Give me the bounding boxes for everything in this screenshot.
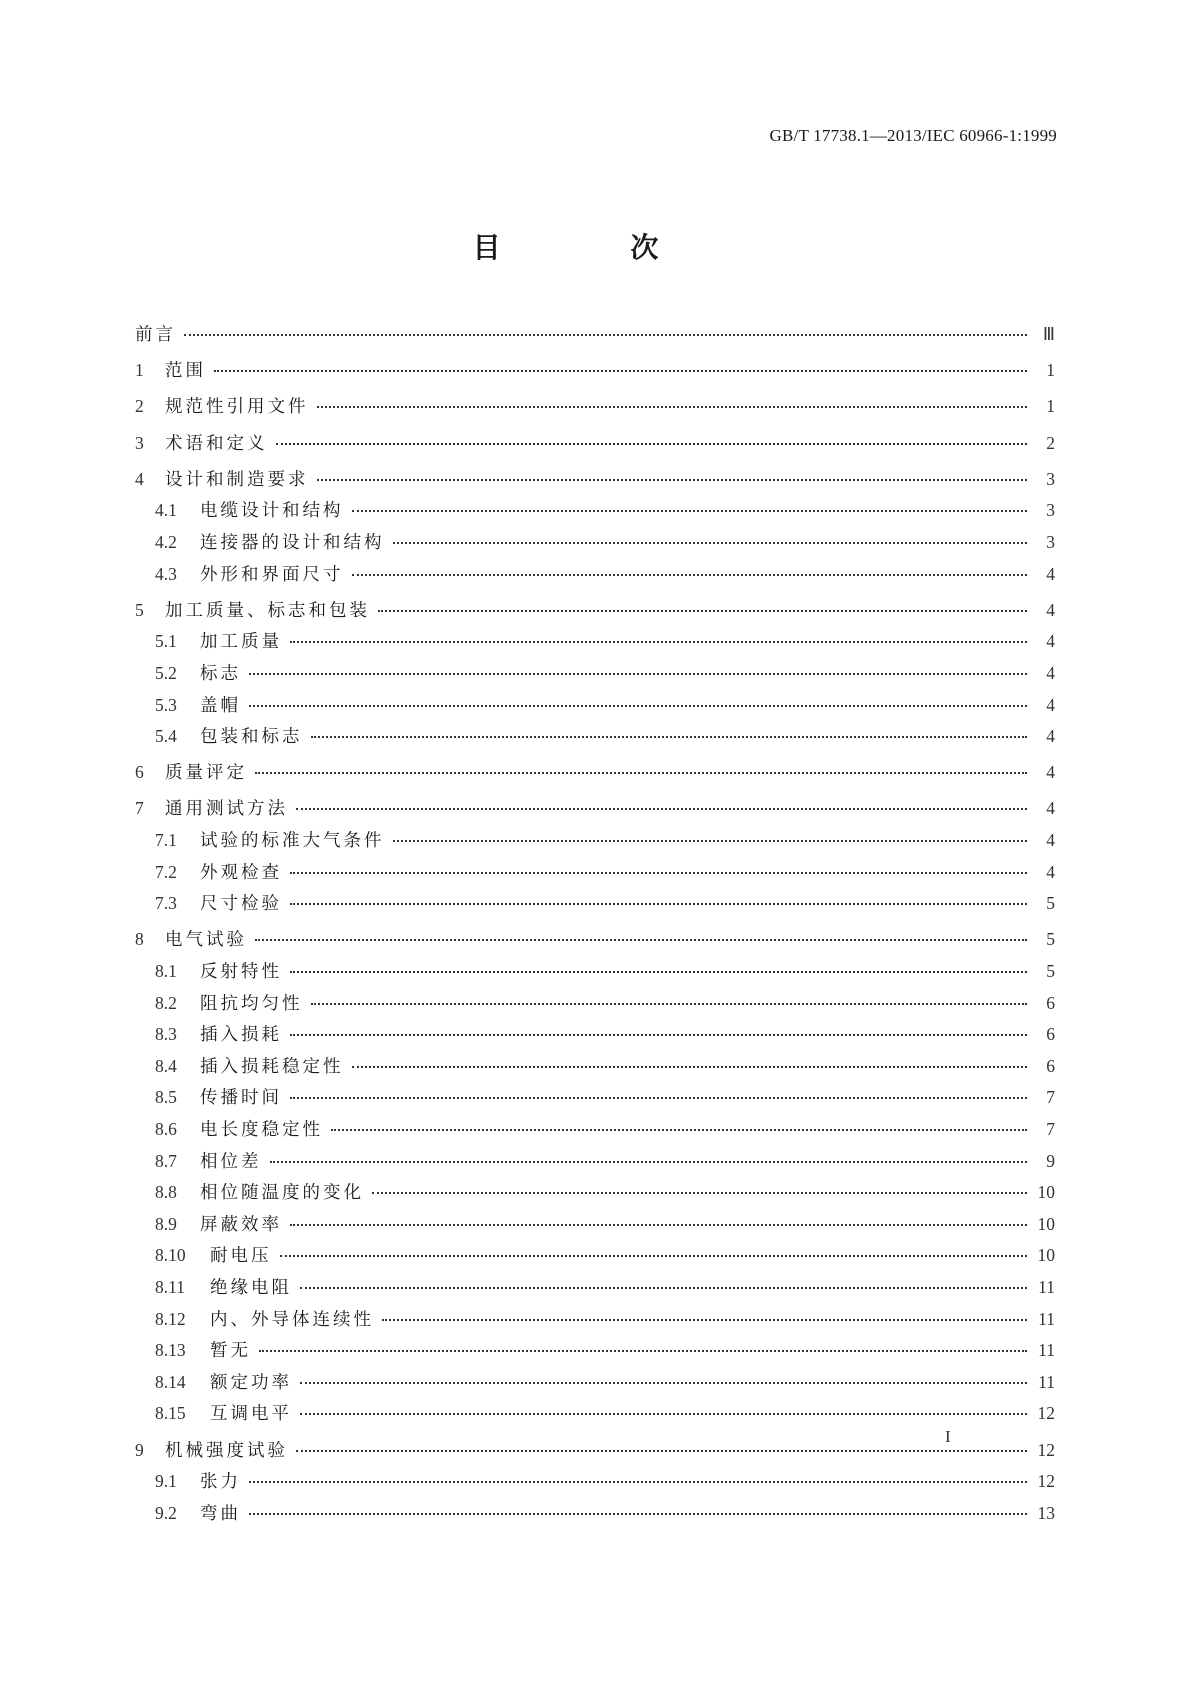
toc-entry-title: 术语和定义 bbox=[165, 433, 268, 454]
toc-dot-leader bbox=[352, 1066, 1028, 1068]
toc-entry[interactable] bbox=[135, 497, 1055, 529]
toc-entry-number: 8.13 bbox=[155, 1340, 186, 1361]
toc-entry[interactable] bbox=[135, 1400, 1055, 1432]
toc-entry-number: 4.1 bbox=[155, 500, 177, 521]
toc-entry-title: 暂无 bbox=[210, 1341, 251, 1362]
toc-entry[interactable] bbox=[135, 321, 1055, 353]
toc-entry-number: 5.2 bbox=[155, 662, 177, 683]
toc-entry-title: 传播时间 bbox=[200, 1088, 282, 1109]
toc-dot-leader bbox=[393, 840, 1028, 842]
toc-entry-title: 外观检查 bbox=[200, 862, 282, 883]
toc-entry-page: 3 bbox=[1046, 468, 1055, 489]
toc-entry-number: 8.15 bbox=[155, 1403, 186, 1424]
toc-dot-leader bbox=[378, 610, 1027, 612]
toc-dot-leader bbox=[296, 808, 1027, 810]
toc-entry-number: 8.4 bbox=[155, 1055, 177, 1076]
toc-entry-number: 2 bbox=[135, 396, 144, 417]
toc-entry-title: 设计和制造要求 bbox=[165, 469, 309, 490]
toc-entry[interactable] bbox=[135, 1369, 1055, 1401]
toc-entry[interactable] bbox=[135, 723, 1055, 755]
toc-entry-title: 相位随温度的变化 bbox=[200, 1183, 364, 1204]
toc-entry-title: 反射特性 bbox=[200, 962, 282, 983]
toc-dot-leader bbox=[352, 510, 1028, 512]
toc-entry-number: 8.3 bbox=[155, 1024, 177, 1045]
toc-dot-leader bbox=[311, 1003, 1028, 1005]
toc-entry[interactable] bbox=[135, 628, 1055, 660]
toc-entry-title: 电长度稳定性 bbox=[200, 1120, 323, 1140]
toc-entry-number: 9.1 bbox=[155, 1471, 177, 1492]
toc-entry-title: 加工质量 bbox=[200, 632, 282, 653]
toc-entry-title: 范围 bbox=[165, 361, 206, 382]
toc-entry-number: 5.1 bbox=[155, 631, 177, 652]
toc-entry-number: 8.11 bbox=[155, 1276, 185, 1297]
toc-entry-page: 12 bbox=[1037, 1403, 1055, 1424]
toc-entry-number: 7.1 bbox=[155, 830, 177, 851]
toc-entry-number: 8.6 bbox=[155, 1119, 177, 1139]
toc-entry[interactable] bbox=[135, 1116, 1055, 1148]
page-number: I bbox=[945, 1427, 951, 1446]
toc-entry-page: 3 bbox=[1046, 531, 1055, 552]
toc-entry-page: 1 bbox=[1046, 396, 1055, 417]
toc-dot-leader bbox=[290, 1224, 1027, 1226]
toc-entry[interactable] bbox=[135, 1148, 1055, 1180]
toc-entry-page: 3 bbox=[1046, 500, 1055, 521]
toc-entry[interactable] bbox=[135, 1468, 1055, 1500]
toc-entry-page: 7 bbox=[1046, 1119, 1055, 1139]
toc-entry[interactable] bbox=[135, 990, 1055, 1022]
toc-entry-title: 屏蔽效率 bbox=[200, 1214, 282, 1235]
toc-entry-page: 11 bbox=[1038, 1340, 1055, 1361]
toc-entry-title: 质量评定 bbox=[165, 763, 247, 784]
toc-entry-page: 4 bbox=[1046, 861, 1055, 882]
toc-entry[interactable] bbox=[135, 859, 1055, 891]
toc-dot-leader bbox=[311, 736, 1028, 738]
toc-entry-page: 4 bbox=[1046, 631, 1055, 652]
toc-entry-page: 4 bbox=[1046, 830, 1055, 851]
toc-dot-leader bbox=[393, 542, 1028, 544]
toc-dot-leader bbox=[300, 1413, 1027, 1415]
toc-entry-title: 通用测试方法 bbox=[165, 799, 288, 820]
toc-dot-leader bbox=[300, 1382, 1027, 1384]
toc-entry-page: 4 bbox=[1046, 599, 1055, 620]
toc-entry-page: 10 bbox=[1037, 1245, 1055, 1266]
toc-entry-number: 7 bbox=[135, 798, 144, 819]
toc-entry[interactable] bbox=[135, 926, 1055, 958]
toc-entry-title: 包装和标志 bbox=[200, 727, 303, 748]
toc-dot-leader bbox=[296, 1450, 1027, 1452]
toc-entry-title: 内、外导体连续性 bbox=[210, 1309, 374, 1330]
toc-entry-title: 相位差 bbox=[200, 1151, 262, 1172]
toc-dot-leader bbox=[290, 903, 1027, 905]
toc-dot-leader bbox=[290, 872, 1027, 874]
standard-code-header bbox=[770, 126, 1057, 146]
toc-entry[interactable] bbox=[135, 1084, 1055, 1116]
toc-entry-title: 机械强度试验 bbox=[165, 1440, 288, 1461]
toc-entry-number: 5.3 bbox=[155, 694, 177, 715]
standard-code: GB/T 17738.1—2013/IEC 60966-1:1999 bbox=[769, 126, 1057, 145]
toc-entry-number: 9.2 bbox=[155, 1502, 177, 1523]
toc-dot-leader bbox=[276, 443, 1028, 445]
toc-entry-number: 9 bbox=[135, 1439, 144, 1460]
toc-dot-leader bbox=[352, 574, 1028, 576]
toc-entry-number: 5.4 bbox=[155, 726, 177, 747]
toc-entry-title: 电气试验 bbox=[165, 930, 247, 951]
toc-entry-title: 插入损耗 bbox=[200, 1025, 282, 1046]
toc-entry[interactable] bbox=[135, 660, 1055, 692]
toc-entry[interactable] bbox=[135, 1437, 1055, 1469]
toc-entry[interactable] bbox=[135, 827, 1055, 859]
toc-entry-title: 连接器的设计和结构 bbox=[200, 532, 385, 553]
toc-dot-leader bbox=[259, 1350, 1027, 1352]
table-of-contents bbox=[135, 321, 1055, 1531]
toc-entry-number: 8.7 bbox=[155, 1150, 177, 1171]
toc-entry-title: 盖帽 bbox=[200, 695, 241, 716]
toc-entry[interactable] bbox=[135, 1021, 1055, 1053]
toc-entry[interactable] bbox=[135, 561, 1055, 593]
toc-entry-number: 8.8 bbox=[155, 1182, 177, 1203]
toc-entry[interactable] bbox=[135, 529, 1055, 561]
toc-entry-page: 9 bbox=[1046, 1150, 1055, 1171]
toc-entry-title: 张力 bbox=[200, 1472, 241, 1493]
toc-entry-page: 6 bbox=[1046, 1055, 1055, 1076]
toc-entry-title: 电缆设计和结构 bbox=[200, 501, 344, 522]
toc-dot-leader bbox=[317, 406, 1028, 408]
toc-entry-number: 5 bbox=[135, 599, 144, 620]
toc-entry-number: 6 bbox=[135, 762, 144, 783]
toc-entry[interactable] bbox=[135, 430, 1055, 462]
toc-entry-page: 6 bbox=[1046, 992, 1055, 1013]
toc-entry[interactable] bbox=[135, 1306, 1055, 1338]
toc-dot-leader bbox=[249, 1513, 1027, 1515]
toc-entry-title: 外形和界面尺寸 bbox=[200, 564, 344, 585]
toc-dot-leader bbox=[300, 1287, 1027, 1289]
toc-entry-number: 8.2 bbox=[155, 992, 177, 1013]
toc-entry-page: 11 bbox=[1038, 1308, 1055, 1329]
toc-entry-page: 10 bbox=[1037, 1182, 1055, 1203]
toc-entry-number: 8.5 bbox=[155, 1087, 177, 1108]
toc-entry[interactable] bbox=[135, 692, 1055, 724]
toc-dot-leader bbox=[255, 772, 1027, 774]
toc-entry-page: 11 bbox=[1038, 1276, 1055, 1297]
toc-entry-page: 4 bbox=[1046, 726, 1055, 747]
toc-entry[interactable] bbox=[135, 795, 1055, 827]
toc-entry-page: 10 bbox=[1037, 1213, 1055, 1234]
toc-entry-page: 13 bbox=[1037, 1502, 1055, 1523]
toc-entry[interactable] bbox=[135, 890, 1055, 922]
toc-entry[interactable] bbox=[135, 393, 1055, 425]
toc-entry-title: 阻抗均匀性 bbox=[200, 993, 303, 1014]
toc-entry-number: 7.3 bbox=[155, 893, 177, 914]
toc-entry-page: 6 bbox=[1046, 1024, 1055, 1045]
toc-entry[interactable] bbox=[135, 1274, 1055, 1306]
toc-entry-page: 12 bbox=[1037, 1471, 1055, 1492]
toc-dot-leader bbox=[184, 334, 1027, 336]
toc-entry[interactable] bbox=[135, 1337, 1055, 1369]
toc-entry-page: 7 bbox=[1046, 1087, 1055, 1108]
toc-entry-number: 8.14 bbox=[155, 1371, 186, 1392]
toc-entry[interactable] bbox=[135, 597, 1055, 629]
toc-dot-leader bbox=[372, 1192, 1027, 1194]
toc-dot-leader bbox=[331, 1129, 1027, 1131]
toc-entry-title: 弯曲 bbox=[200, 1503, 241, 1524]
toc-entry[interactable] bbox=[135, 759, 1055, 791]
toc-entry-page: 12 bbox=[1037, 1439, 1055, 1460]
toc-entry-number: 8.10 bbox=[155, 1245, 186, 1266]
toc-entry-number: 4 bbox=[135, 468, 144, 489]
toc-entry-page: 4 bbox=[1046, 762, 1055, 783]
toc-entry-number: 4.2 bbox=[155, 531, 177, 552]
toc-dot-leader bbox=[290, 1097, 1027, 1099]
toc-entry[interactable] bbox=[135, 1500, 1055, 1532]
toc-dot-leader bbox=[255, 939, 1027, 941]
toc-entry-page: 4 bbox=[1046, 563, 1055, 584]
toc-entry-page: 5 bbox=[1046, 893, 1055, 914]
toc-entry-page: 11 bbox=[1038, 1371, 1055, 1392]
toc-entry-title: 额定功率 bbox=[210, 1372, 292, 1393]
toc-dot-leader bbox=[290, 641, 1027, 643]
toc-entry-page: 2 bbox=[1046, 432, 1055, 453]
toc-entry-number: 8.1 bbox=[155, 961, 177, 982]
toc-dot-leader bbox=[317, 479, 1028, 481]
toc-entry[interactable] bbox=[135, 1211, 1055, 1243]
toc-entry-number: 7.2 bbox=[155, 861, 177, 882]
toc-dot-leader bbox=[249, 673, 1027, 675]
toc-entry[interactable] bbox=[135, 1179, 1055, 1211]
page-title: 目 次 bbox=[472, 231, 719, 264]
toc-entry-title: 绝缘电阻 bbox=[210, 1277, 292, 1298]
toc-entry-title: 标志 bbox=[200, 663, 241, 684]
toc-entry-page: 1 bbox=[1046, 360, 1055, 381]
toc-entry-page: 4 bbox=[1046, 694, 1055, 715]
toc-entry-page: 4 bbox=[1046, 798, 1055, 819]
toc-entry-page: Ⅲ bbox=[1042, 324, 1055, 344]
toc-entry[interactable] bbox=[135, 1242, 1055, 1274]
toc-dot-leader bbox=[382, 1319, 1027, 1321]
toc-entry-number: 1 bbox=[135, 360, 144, 381]
toc-entry-title: 尺寸检验 bbox=[200, 894, 282, 915]
toc-entry-page: 4 bbox=[1046, 662, 1055, 683]
toc-entry-title: 规范性引用文件 bbox=[165, 397, 309, 418]
toc-entry[interactable] bbox=[135, 466, 1055, 498]
toc-entry[interactable] bbox=[135, 958, 1055, 990]
toc-entry-title: 互调电平 bbox=[210, 1404, 292, 1425]
toc-dot-leader bbox=[214, 370, 1027, 372]
toc-dot-leader bbox=[290, 1034, 1027, 1036]
toc-entry-number: 8 bbox=[135, 929, 144, 950]
toc-entry-title: 试验的标准大气条件 bbox=[200, 831, 385, 852]
toc-entry-number: 8.9 bbox=[155, 1213, 177, 1234]
toc-dot-leader bbox=[280, 1255, 1028, 1257]
toc-entry[interactable] bbox=[135, 1053, 1055, 1085]
toc-dot-leader bbox=[290, 971, 1027, 973]
toc-entry[interactable] bbox=[135, 357, 1055, 389]
toc-entry-page: 5 bbox=[1046, 961, 1055, 982]
toc-entry-title: 插入损耗稳定性 bbox=[200, 1056, 344, 1077]
toc-entry-title: 耐电压 bbox=[210, 1246, 272, 1267]
toc-dot-leader bbox=[270, 1161, 1028, 1163]
toc-entry-page: 5 bbox=[1046, 929, 1055, 950]
toc-dot-leader bbox=[249, 705, 1027, 707]
toc-entry-number: 3 bbox=[135, 432, 144, 453]
toc-entry-title: 加工质量、标志和包装 bbox=[165, 600, 370, 621]
toc-entry-title: 前言 bbox=[135, 325, 176, 345]
toc-entry-number: 8.12 bbox=[155, 1308, 186, 1329]
toc-dot-leader bbox=[249, 1481, 1027, 1483]
toc-entry-number: 4.3 bbox=[155, 563, 177, 584]
